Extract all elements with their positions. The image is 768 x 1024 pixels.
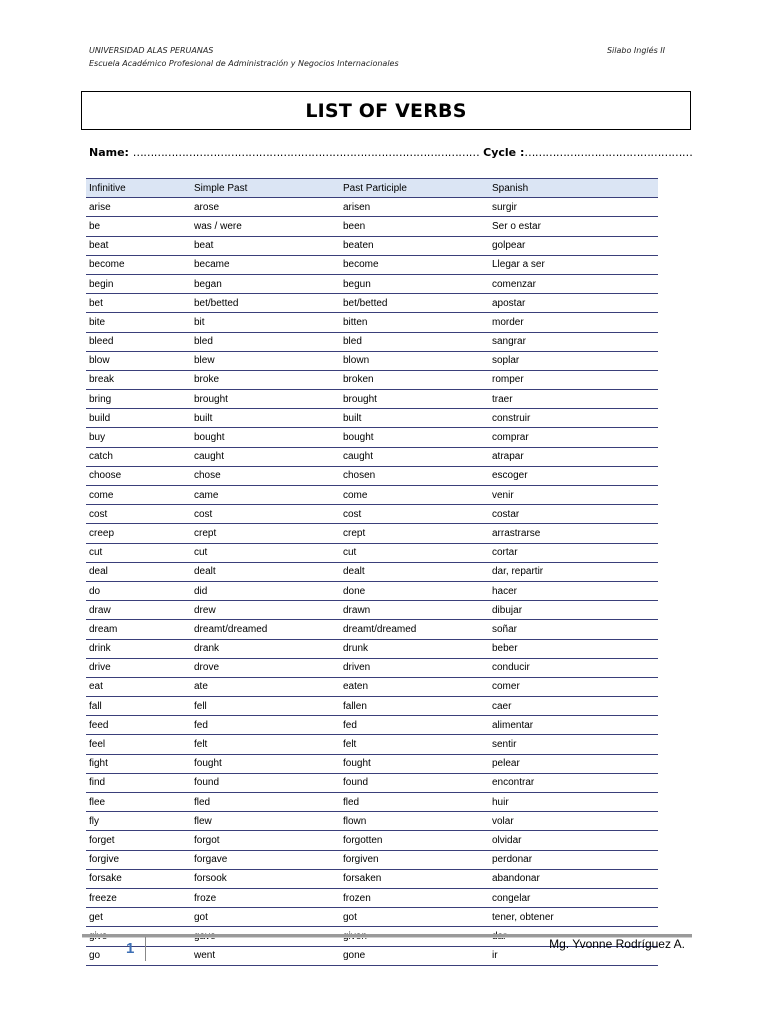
cell-past-participle: bet/betted [340, 294, 489, 313]
cell-infinitive: be [86, 217, 191, 236]
table-row [86, 447, 658, 466]
table-row [86, 869, 658, 888]
cell-simple-past: drove [191, 658, 340, 677]
cell-simple-past: forgot [191, 831, 340, 850]
cell-spanish: conducir [489, 658, 658, 677]
cell-simple-past: dreamt/dreamed [191, 620, 340, 639]
cell-infinitive: flee [86, 793, 191, 812]
cell-spanish: construir [489, 409, 658, 428]
cell-simple-past: brought [191, 390, 340, 409]
cell-infinitive: fight [86, 754, 191, 773]
cell-past-participle: flown [340, 812, 489, 831]
table-row [86, 677, 658, 696]
table-row [86, 620, 658, 639]
cell-spanish: hacer [489, 581, 658, 600]
title-box [81, 91, 691, 130]
cell-infinitive: beat [86, 236, 191, 255]
cell-simple-past: arose [191, 198, 340, 217]
cell-spanish: costar [489, 505, 658, 524]
cell-infinitive: build [86, 409, 191, 428]
cell-spanish: soñar [489, 620, 658, 639]
cell-past-participle: forgotten [340, 831, 489, 850]
cell-infinitive: bleed [86, 332, 191, 351]
table-row [86, 217, 658, 236]
cell-simple-past: drew [191, 601, 340, 620]
cell-spanish: sangrar [489, 332, 658, 351]
verb-table [86, 178, 658, 966]
cell-infinitive: cost [86, 505, 191, 524]
name-blank: ……………………………………………………………………………………… [132, 146, 480, 159]
cell-past-participle: found [340, 773, 489, 792]
cell-simple-past: beat [191, 236, 340, 255]
author-name: Mg. Yvonne Rodríguez A. [549, 937, 685, 951]
cell-past-participle: caught [340, 447, 489, 466]
table-row [86, 370, 658, 389]
cell-simple-past: drank [191, 639, 340, 658]
table-row [86, 639, 658, 658]
cell-simple-past: cost [191, 505, 340, 524]
cell-past-participle: bought [340, 428, 489, 447]
cell-infinitive: drink [86, 639, 191, 658]
cell-past-participle: beaten [340, 236, 489, 255]
cell-past-participle: built [340, 409, 489, 428]
cell-spanish: cortar [489, 543, 658, 562]
cell-infinitive: feed [86, 716, 191, 735]
cell-past-participle: forsaken [340, 869, 489, 888]
cell-simple-past: felt [191, 735, 340, 754]
cell-infinitive: feel [86, 735, 191, 754]
cell-simple-past: fought [191, 754, 340, 773]
cell-infinitive: buy [86, 428, 191, 447]
cell-simple-past: ate [191, 677, 340, 696]
table-header-row [86, 179, 658, 198]
table-row [86, 812, 658, 831]
cell-spanish: golpear [489, 236, 658, 255]
cell-past-participle: felt [340, 735, 489, 754]
table-row [86, 831, 658, 850]
cell-infinitive: creep [86, 524, 191, 543]
column-header-simple-past: Simple Past [191, 179, 340, 198]
cell-spanish: perdonar [489, 850, 658, 869]
cell-spanish: abandonar [489, 869, 658, 888]
cell-infinitive: cut [86, 543, 191, 562]
cell-infinitive: get [86, 908, 191, 927]
cell-simple-past: came [191, 486, 340, 505]
cell-spanish: venir [489, 486, 658, 505]
cell-simple-past: bit [191, 313, 340, 332]
cell-simple-past: got [191, 908, 340, 927]
cell-spanish: apostar [489, 294, 658, 313]
cell-spanish: comenzar [489, 274, 658, 293]
cell-simple-past: crept [191, 524, 340, 543]
cell-past-participle: become [340, 255, 489, 274]
cell-infinitive: deal [86, 562, 191, 581]
cell-past-participle: driven [340, 658, 489, 677]
cell-infinitive: break [86, 370, 191, 389]
cell-spanish: arrastrarse [489, 524, 658, 543]
cell-past-participle: done [340, 581, 489, 600]
cell-spanish: morder [489, 313, 658, 332]
table-row [86, 409, 658, 428]
cell-past-participle: drunk [340, 639, 489, 658]
cell-simple-past: fell [191, 697, 340, 716]
table-row [86, 793, 658, 812]
table-row [86, 697, 658, 716]
cell-simple-past: bet/betted [191, 294, 340, 313]
cell-spanish: Ser o estar [489, 217, 658, 236]
cell-infinitive: freeze [86, 888, 191, 907]
cell-spanish: Llegar a ser [489, 255, 658, 274]
cell-infinitive: fly [86, 812, 191, 831]
table-row [86, 658, 658, 677]
cell-infinitive: forgive [86, 850, 191, 869]
verb-table-body [86, 198, 658, 966]
cell-spanish: traer [489, 390, 658, 409]
table-row [86, 390, 658, 409]
cell-past-participle: been [340, 217, 489, 236]
cell-infinitive: catch [86, 447, 191, 466]
cell-past-participle: got [340, 908, 489, 927]
cell-past-participle: eaten [340, 677, 489, 696]
cell-spanish: encontrar [489, 773, 658, 792]
cell-past-participle: dealt [340, 562, 489, 581]
table-row [86, 562, 658, 581]
cell-simple-past: bought [191, 428, 340, 447]
table-row [86, 524, 658, 543]
cell-simple-past: dealt [191, 562, 340, 581]
cell-simple-past: chose [191, 466, 340, 485]
cell-past-participle: cut [340, 543, 489, 562]
table-row [86, 601, 658, 620]
document-header-left [89, 44, 399, 70]
cell-past-participle: cost [340, 505, 489, 524]
table-row [86, 754, 658, 773]
cell-infinitive: forget [86, 831, 191, 850]
cell-spanish: atrapar [489, 447, 658, 466]
cell-spanish: dar, repartir [489, 562, 658, 581]
cell-simple-past: froze [191, 888, 340, 907]
cell-simple-past: was / were [191, 217, 340, 236]
table-row [86, 773, 658, 792]
table-row [86, 274, 658, 293]
name-cycle-line [89, 146, 693, 159]
cell-past-participle: chosen [340, 466, 489, 485]
column-header-past-participle: Past Participle [340, 179, 489, 198]
cell-past-participle: arisen [340, 198, 489, 217]
cell-simple-past: bled [191, 332, 340, 351]
cell-simple-past: fed [191, 716, 340, 735]
cell-past-participle: fed [340, 716, 489, 735]
cell-simple-past: did [191, 581, 340, 600]
cell-infinitive: find [86, 773, 191, 792]
cell-infinitive: draw [86, 601, 191, 620]
cell-simple-past: became [191, 255, 340, 274]
cell-spanish: romper [489, 370, 658, 389]
cycle-label: Cycle : [483, 146, 525, 159]
cell-spanish: volar [489, 812, 658, 831]
cell-spanish: olvidar [489, 831, 658, 850]
column-header-spanish: Spanish [489, 179, 658, 198]
cell-spanish: escoger [489, 466, 658, 485]
cell-infinitive: dream [86, 620, 191, 639]
cell-past-participle: crept [340, 524, 489, 543]
cell-spanish: comprar [489, 428, 658, 447]
cell-past-participle: fought [340, 754, 489, 773]
cell-past-participle: frozen [340, 888, 489, 907]
cell-past-participle: blown [340, 351, 489, 370]
table-row [86, 543, 658, 562]
university-name: UNIVERSIDAD ALAS PERUANAS [89, 46, 214, 55]
cell-infinitive: choose [86, 466, 191, 485]
table-row [86, 505, 658, 524]
cell-past-participle: broken [340, 370, 489, 389]
cell-infinitive: drive [86, 658, 191, 677]
table-row [86, 198, 658, 217]
page-number-separator [145, 937, 146, 961]
cell-infinitive: blow [86, 351, 191, 370]
cell-simple-past: began [191, 274, 340, 293]
cell-spanish: tener, obtener [489, 908, 658, 927]
cell-infinitive: bite [86, 313, 191, 332]
course-name: Silabo Inglés II [606, 46, 665, 55]
cell-infinitive: come [86, 486, 191, 505]
cell-spanish: caer [489, 697, 658, 716]
cell-simple-past: caught [191, 447, 340, 466]
cell-simple-past: built [191, 409, 340, 428]
cell-past-participle: fallen [340, 697, 489, 716]
cell-past-participle: begun [340, 274, 489, 293]
cell-past-participle: gone [340, 946, 489, 965]
table-row [86, 486, 658, 505]
cell-simple-past: found [191, 773, 340, 792]
table-row [86, 428, 658, 447]
cell-past-participle: forgiven [340, 850, 489, 869]
cell-spanish: comer [489, 677, 658, 696]
school-name: Escuela Académico Profesional de Administración y Negocios Internacionales [89, 59, 399, 68]
cell-past-participle: dreamt/dreamed [340, 620, 489, 639]
cell-infinitive: bring [86, 390, 191, 409]
cell-spanish: pelear [489, 754, 658, 773]
cell-spanish: ir [489, 946, 658, 965]
cell-infinitive: arise [86, 198, 191, 217]
cell-infinitive: go [86, 946, 191, 965]
cell-spanish: huir [489, 793, 658, 812]
cell-past-participle: fled [340, 793, 489, 812]
cell-simple-past: broke [191, 370, 340, 389]
table-row [86, 581, 658, 600]
cell-past-participle: bitten [340, 313, 489, 332]
table-row [86, 294, 658, 313]
page-number: 1 [126, 940, 135, 957]
cell-infinitive: eat [86, 677, 191, 696]
table-row [86, 735, 658, 754]
table-row [86, 888, 658, 907]
cell-past-participle: come [340, 486, 489, 505]
table-row [86, 908, 658, 927]
cell-infinitive: become [86, 255, 191, 274]
cell-infinitive: forsake [86, 869, 191, 888]
cell-infinitive: bet [86, 294, 191, 313]
table-row [86, 716, 658, 735]
page-title: LIST OF VERBS [305, 99, 467, 122]
name-label: Name: [89, 146, 129, 159]
cell-simple-past: forsook [191, 869, 340, 888]
cell-simple-past: went [191, 946, 340, 965]
cell-past-participle: bled [340, 332, 489, 351]
cell-simple-past: blew [191, 351, 340, 370]
table-row [86, 236, 658, 255]
cell-spanish: congelar [489, 888, 658, 907]
cell-simple-past: cut [191, 543, 340, 562]
column-header-infinitive: Infinitive [86, 179, 191, 198]
table-row [86, 313, 658, 332]
table-row [86, 850, 658, 869]
cell-spanish: alimentar [489, 716, 658, 735]
cell-simple-past: flew [191, 812, 340, 831]
cell-spanish: beber [489, 639, 658, 658]
cell-past-participle: drawn [340, 601, 489, 620]
table-row [86, 255, 658, 274]
table-row [86, 332, 658, 351]
table-row [86, 466, 658, 485]
cell-infinitive: begin [86, 274, 191, 293]
cell-spanish: dibujar [489, 601, 658, 620]
cycle-blank: ………………………………………… [524, 146, 693, 159]
cell-spanish: sentir [489, 735, 658, 754]
cell-simple-past: forgave [191, 850, 340, 869]
table-row [86, 351, 658, 370]
cell-simple-past: fled [191, 793, 340, 812]
cell-infinitive: do [86, 581, 191, 600]
cell-spanish: surgir [489, 198, 658, 217]
cell-spanish: soplar [489, 351, 658, 370]
cell-past-participle: brought [340, 390, 489, 409]
cell-infinitive: fall [86, 697, 191, 716]
